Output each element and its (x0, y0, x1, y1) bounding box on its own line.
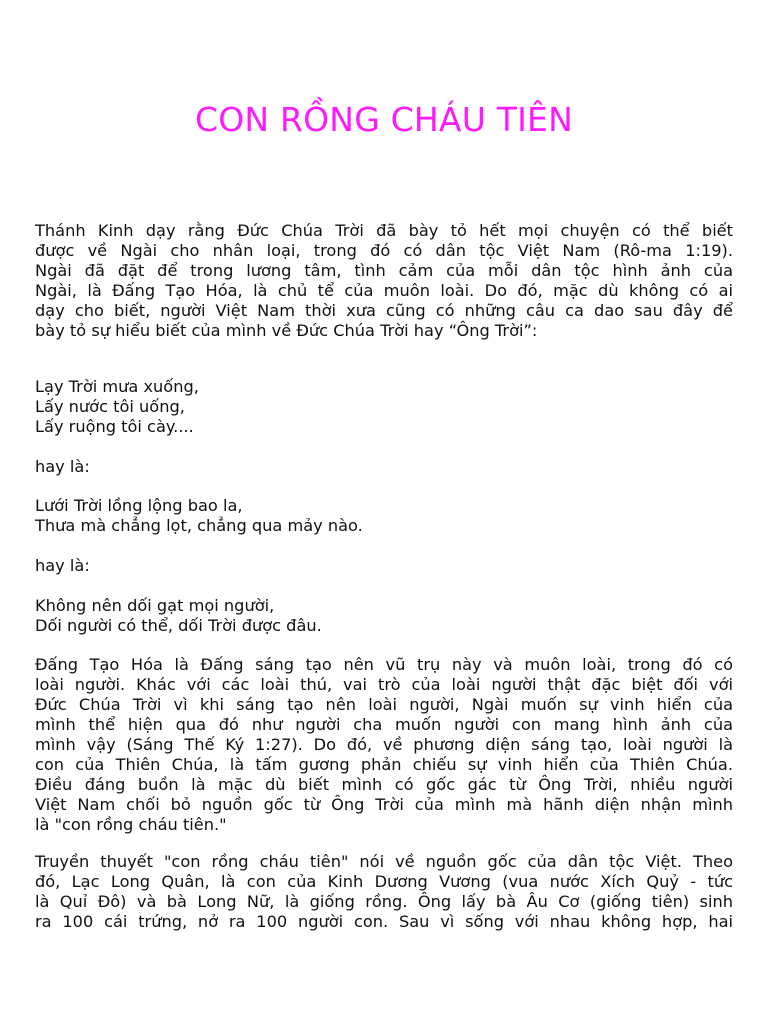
text-line: là Quỉ Đô) và bà Long Nữ, là giống rồng. Ông lấy bà Âu Cơ (giống tiên) sinh (35, 892, 733, 911)
verse-line: Thưa mà chẳng lọt, chẳng qua mảy nào. (35, 516, 363, 535)
intro-paragraph (35, 221, 733, 341)
text-line: Ngài, là Đấng Tạo Hóa, là chủ tể của muôn loài. Do đó, mặc dù không có ai (35, 281, 733, 300)
verse-block-3 (35, 596, 733, 636)
text-line: là "con rồng cháu tiên." (35, 815, 227, 834)
legend-paragraph (35, 852, 733, 932)
text-line: được về Ngài cho nhân loại, trong đó có dân tộc Việt Nam (Rô-ma 1:19). (35, 241, 733, 260)
text-line: dạy cho biết, người Việt Nam thời xưa cũng có những câu ca dao sau đây để (35, 301, 733, 320)
text-line: loài người. Khác với các loài thú, vai trò của loài người thật đặc biệt đối với (35, 675, 733, 694)
document-title: CON RỒNG CHÁU TIÊN (195, 100, 573, 139)
text-line: Truyền thuyết "con rồng cháu tiên" nói về nguồn gốc của dân tộc Việt. Theo (35, 852, 733, 871)
text-line: Thánh Kinh dạy rằng Đức Chúa Trời đã bày tỏ hết mọi chuyện có thể biết (35, 221, 733, 240)
text-line: Ngài đã đặt để trong lương tâm, tình cảm của mỗi dân tộc hình ảnh của (35, 261, 733, 280)
verse-line: Lạy Trời mưa xuống, (35, 377, 199, 396)
verse-block-2 (35, 496, 733, 536)
text-line: Đức Chúa Trời vì khi sáng tạo nên loài người, Ngài muốn sự vinh hiển của (35, 695, 733, 714)
or-line-1 (35, 457, 733, 477)
creator-paragraph (35, 655, 733, 835)
text-line: Điều đáng buồn là mặc dù biết mình có gốc gác từ Ông Trời, nhiều người (35, 775, 733, 794)
verse-line: Không nên dối gạt mọi người, (35, 596, 275, 615)
text-line: Đấng Tạo Hóa là Đấng sáng tạo nên vũ trụ này và muôn loài, trong đó có (35, 655, 733, 674)
text-line: Việt Nam chối bỏ nguồn gốc từ Ông Trời của mình mà hãnh diện nhận mình (35, 795, 733, 814)
text-line: mình thể hiện qua đó như người cha muốn người con mang hình ảnh của (35, 715, 733, 734)
verse-line: Dối người có thể, dối Trời được đâu. (35, 616, 322, 635)
text-line: mình vậy (Sáng Thế Ký 1:27). Do đó, về phương diện sáng tạo, loài người là (35, 735, 733, 754)
text-line: ra 100 cái trứng, nở ra 100 người con. Sau vì sống với nhau không hợp, hai (35, 912, 733, 931)
or-text: hay là: (35, 556, 90, 575)
text-line: đó, Lạc Long Quân, là con của Kinh Dương Vương (vua nước Xích Quỷ - tức (35, 872, 733, 891)
verse-block-1 (35, 377, 733, 437)
or-line-2 (35, 556, 733, 576)
text-line: bày tỏ sự hiểu biết của mình về Đức Chúa Trời hay “Ông Trời”: (35, 321, 538, 340)
or-text: hay là: (35, 457, 90, 476)
verse-line: Lấy ruộng tôi cày.... (35, 417, 194, 436)
text-line: con của Thiên Chúa, là tấm gương phản chiếu sự vinh hiển của Thiên Chúa. (35, 755, 733, 774)
verse-line: Lưới Trời lồng lộng bao la, (35, 496, 243, 515)
verse-line: Lấy nước tôi uống, (35, 397, 185, 416)
